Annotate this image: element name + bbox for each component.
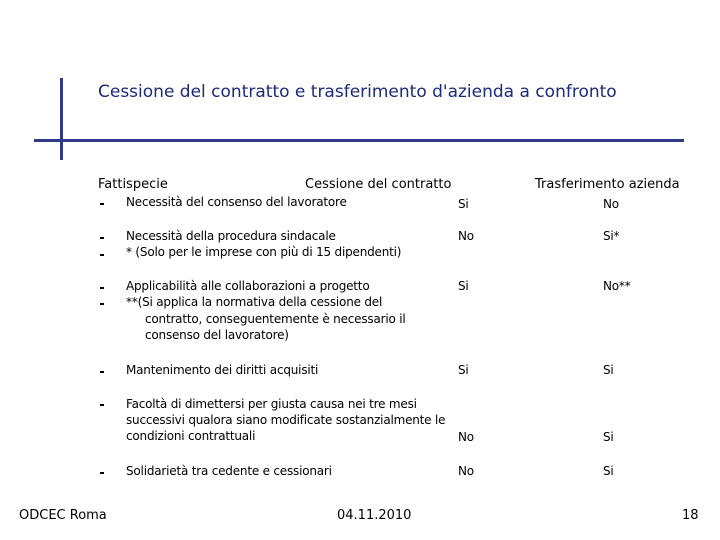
- title-accent-horizontal-line: [34, 139, 684, 142]
- row-text-line: condizioni contrattuali: [126, 429, 256, 443]
- bullet-marker: [100, 303, 104, 305]
- bullet-marker: [100, 404, 104, 406]
- row-cessione-value: No: [458, 229, 474, 243]
- row-cessione-value: No: [458, 430, 474, 444]
- row-cessione-value: Si: [458, 363, 469, 377]
- row-text-line: consenso del lavoratore): [145, 328, 289, 342]
- bullet-marker: [100, 254, 104, 256]
- footer-organization: ODCEC Roma: [19, 508, 107, 523]
- row-trasferimento-value: No: [603, 197, 619, 211]
- row-text-line: successivi qualora siano modificate sostanzialmente le: [126, 413, 446, 427]
- slide-title: Cessione del contratto e trasferimento d'azienda a confronto: [98, 82, 617, 102]
- bullet-marker: [100, 203, 104, 205]
- row-trasferimento-value: No**: [603, 279, 631, 293]
- row-text-line: Solidarietà tra cedente e cessionari: [126, 464, 332, 478]
- row-trasferimento-value: Si*: [603, 229, 620, 243]
- header-cessione: Cessione del contratto: [305, 177, 452, 192]
- row-text-line: **(Si applica la normativa della cessione del: [126, 295, 383, 309]
- row-text-line: contratto, conseguentemente è necessario il: [145, 312, 406, 326]
- row-text-line: * (Solo per le imprese con più di 15 dipendenti): [126, 245, 402, 259]
- row-text-line: Applicabilità alle collaborazioni a progetto: [126, 279, 370, 293]
- row-text-line: Facoltà di dimettersi per giusta causa nei tre mesi: [126, 397, 417, 411]
- row-trasferimento-value: Si: [603, 430, 614, 444]
- bullet-marker: [100, 472, 104, 474]
- bullet-marker: [100, 287, 104, 289]
- bullet-marker: [100, 237, 104, 239]
- row-text-line: Necessità del consenso del lavoratore: [126, 195, 347, 209]
- row-trasferimento-value: Si: [603, 464, 614, 478]
- row-trasferimento-value: Si: [603, 363, 614, 377]
- slide-number: 18: [682, 508, 699, 523]
- bullet-marker: [100, 371, 104, 373]
- row-text-line: Necessità della procedura sindacale: [126, 229, 336, 243]
- row-text-line: Mantenimento dei diritti acquisiti: [126, 363, 319, 377]
- header-fattispecie: Fattispecie: [98, 177, 168, 192]
- row-cessione-value: Si: [458, 279, 469, 293]
- row-cessione-value: Si: [458, 197, 469, 211]
- footer-date: 04.11.2010: [337, 508, 412, 523]
- row-cessione-value: No: [458, 464, 474, 478]
- header-trasferimento: Trasferimento azienda: [535, 177, 680, 192]
- title-accent-vertical-line: [60, 78, 63, 160]
